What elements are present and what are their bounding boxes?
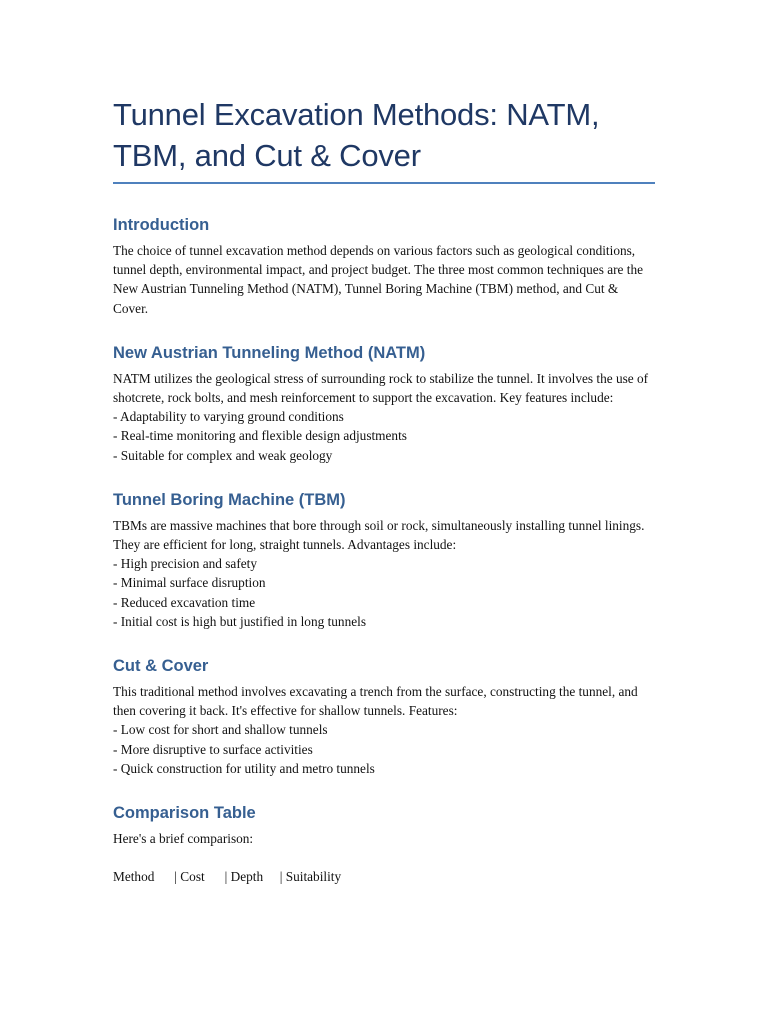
bullet-list xyxy=(113,720,655,778)
bullet-list xyxy=(113,554,655,631)
bullet-list xyxy=(113,407,655,465)
section-cut-and-cover xyxy=(113,655,655,778)
document-page xyxy=(113,94,655,886)
list-item: - More disruptive to surface activities xyxy=(113,741,313,757)
section-comparison-table xyxy=(113,802,655,886)
section-heading: Comparison Table xyxy=(113,804,256,823)
section-paragraph: This traditional method involves excavating a trench from the surface, constructing the tunnel, and then covering it back. It's effective for shallow tunnels. Features: xyxy=(113,684,638,719)
section-tbm xyxy=(113,489,655,631)
list-item: - Suitable for complex and weak geology xyxy=(113,447,333,463)
list-item: - Real-time monitoring and flexible design adjustments xyxy=(113,428,407,444)
section-heading: New Austrian Tunneling Method (NATM) xyxy=(113,343,426,362)
list-item: - Quick construction for utility and metro tunnels xyxy=(113,760,375,776)
list-item: - Adaptability to varying ground conditions xyxy=(113,409,344,425)
section-natm xyxy=(113,342,655,465)
section-paragraph: The choice of tunnel excavation method depends on various factors such as geological conditions, tunnel depth, environmental impact, and project budget. The three most common techniques are the New Austrian Tunneling Method (NATM), Tunnel Boring Machine (TBM) method, and Cut & Cover. xyxy=(113,243,643,316)
section-heading: Introduction xyxy=(113,216,210,234)
list-item: - Minimal surface disruption xyxy=(113,575,266,591)
section-paragraph: TBMs are massive machines that bore through soil or rock, simultaneously installing tunnel linings. They are efficient for long, straight tunnels. Advantages include: xyxy=(113,517,645,553)
list-item: - Low cost for short and shallow tunnels xyxy=(113,722,328,738)
comparison-table-header: Method | Cost | Depth | Suitability xyxy=(113,869,342,885)
section-introduction xyxy=(113,214,655,318)
list-item: - Initial cost is high but justified in long tunnels xyxy=(113,613,366,629)
title-divider xyxy=(113,182,655,184)
section-heading: Cut & Cover xyxy=(113,657,209,676)
list-item: - High precision and safety xyxy=(113,556,258,572)
section-heading: Tunnel Boring Machine (TBM) xyxy=(113,490,346,509)
section-paragraph: NATM utilizes the geological stress of surrounding rock to stabilize the tunnel. It involves the use of shotcrete, rock bolts, and mesh reinforcement to support the excavation. Key features include: xyxy=(113,370,649,406)
list-item: - Reduced excavation time xyxy=(113,594,256,610)
document-title: Tunnel Excavation Methods: NATM, TBM, and Cut & Cover xyxy=(113,97,600,173)
section-paragraph: Here's a brief comparison: xyxy=(113,831,254,847)
